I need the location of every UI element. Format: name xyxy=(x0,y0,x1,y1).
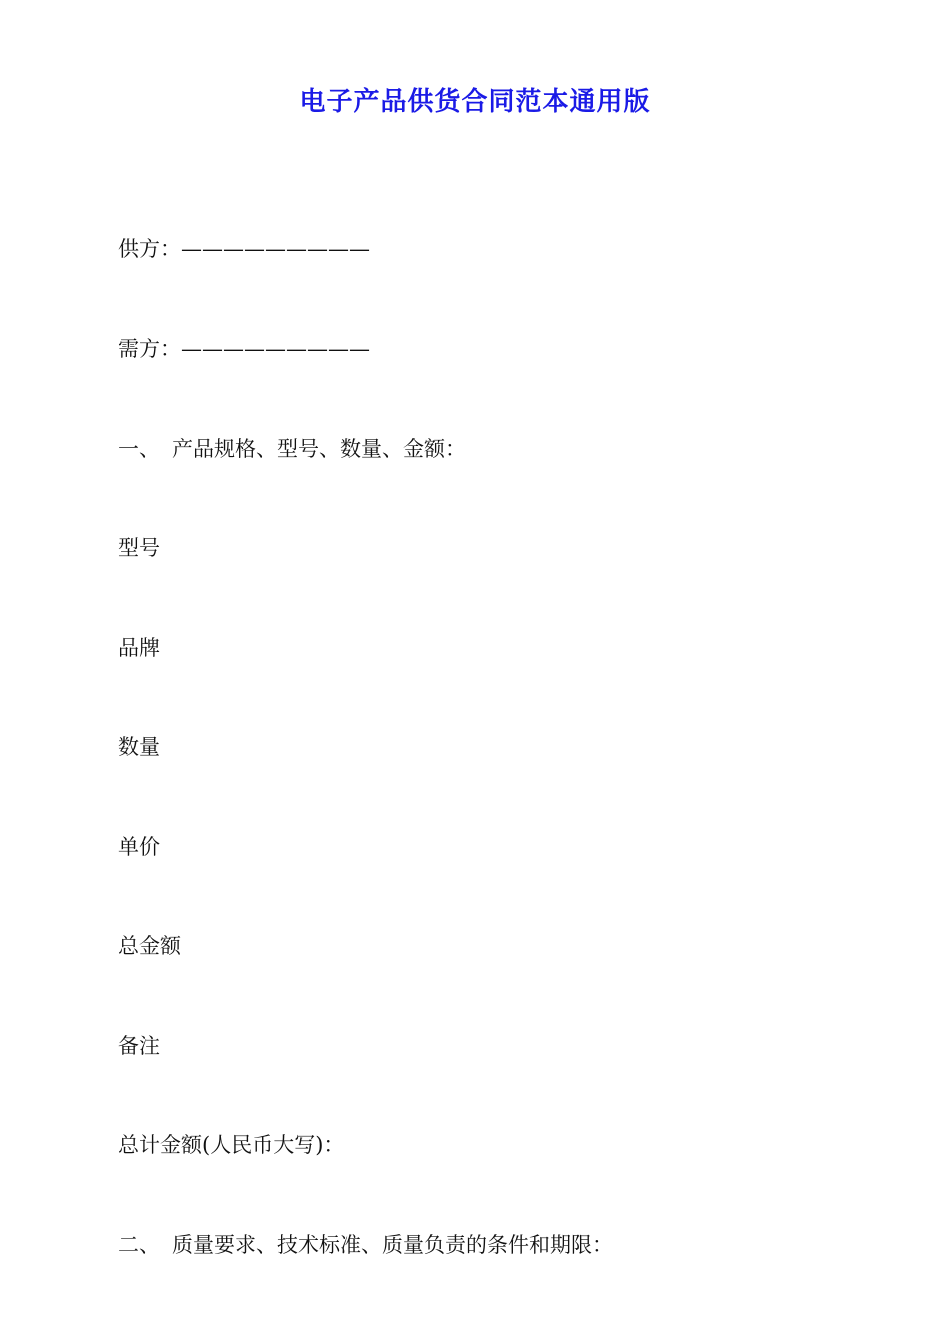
field-remarks: 备注 xyxy=(118,1034,160,1058)
section-2-heading xyxy=(118,1230,613,1260)
buyer-line: 需方：————————— xyxy=(118,337,370,361)
supplier-line: 供方：————————— xyxy=(118,237,370,261)
document-title: 电子产品供货合同范本通用版 xyxy=(299,87,651,117)
field-unit-price: 单价 xyxy=(118,835,160,859)
section-2-title: 质量要求、技术标准、质量负责的条件和期限： xyxy=(172,1233,613,1257)
field-quantity: 数量 xyxy=(118,735,160,759)
section-1-heading xyxy=(118,434,466,464)
field-model: 型号 xyxy=(118,536,160,560)
field-total-amount: 总金额 xyxy=(118,934,181,958)
section-1-title: 产品规格、型号、数量、金额： xyxy=(172,437,466,461)
section-2-number: 二、 xyxy=(118,1233,160,1257)
field-brand: 品牌 xyxy=(118,636,160,660)
section-1-number: 一、 xyxy=(118,437,160,461)
grand-total-label: 总计金额(人民币大写)： xyxy=(118,1133,345,1157)
